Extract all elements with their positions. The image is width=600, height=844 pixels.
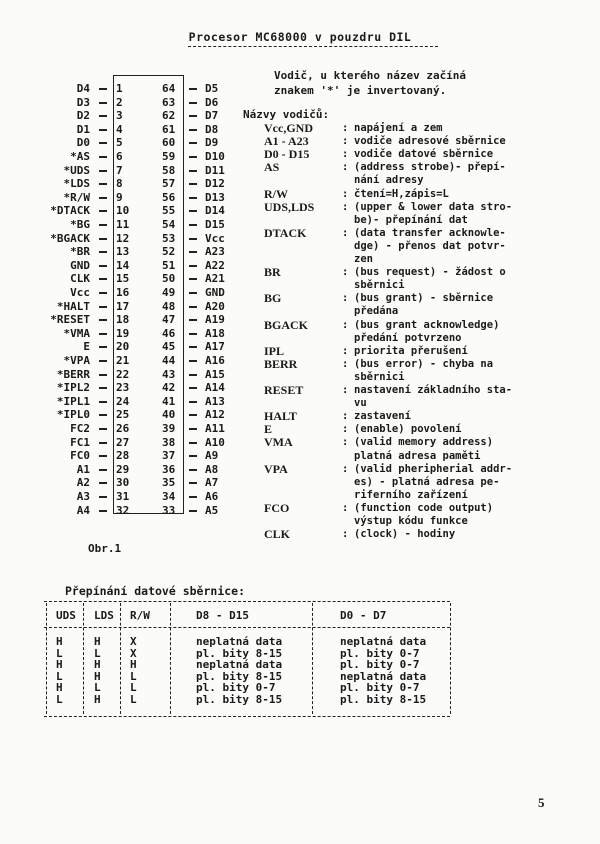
legend-description: sběrnici (354, 279, 405, 292)
legend-term: CLK (264, 527, 291, 542)
pin-right-number: 56 (162, 190, 176, 204)
legend-item (0, 122, 600, 135)
legend-term: VPA (264, 461, 288, 476)
pin-left-number: 21 (116, 354, 130, 367)
pin-left-number: 1 (116, 82, 123, 95)
legend-term: D0 - D15 (264, 147, 310, 162)
table-cell: pl. bity 8-15 (196, 646, 283, 660)
pin-left-name: D3 (76, 95, 90, 109)
pin-left-name: D0 (76, 136, 90, 150)
legend-term: VMA (264, 435, 293, 450)
table-header-cell: UDS (56, 609, 76, 622)
pin-right-name: A17 (205, 340, 225, 354)
pin-right-name: Vcc (205, 231, 225, 245)
table-cell: L (94, 646, 101, 660)
legend-term: UDS,LDS (264, 199, 315, 214)
legend-term: A1 - A23 (264, 134, 309, 149)
pin-right-number: 61 (162, 122, 176, 136)
legend-item (0, 436, 600, 449)
pin-right-name: D10 (205, 150, 225, 163)
table-cell: L (56, 692, 63, 706)
table-cell: pl. bity 8-15 (340, 692, 427, 706)
legend-title: Názvy vodičů: (243, 108, 330, 121)
legend-colon: : (342, 187, 349, 200)
legend-colon: : (342, 122, 349, 134)
table-cell: neplatná data (340, 635, 427, 648)
pin-left-number: 29 (116, 462, 130, 476)
legend-description: vodiče adresové sběrnice (354, 135, 506, 148)
legend-term: BR (264, 265, 281, 280)
table-cell: pl. bity 0-7 (340, 658, 420, 671)
legend-item (0, 345, 600, 358)
pin-left-name: *BGACK (50, 231, 90, 245)
legend-description: (data transfer acknowle- (354, 226, 506, 239)
legend-description: nání adresy (354, 174, 424, 187)
table-rule-top (44, 601, 450, 602)
pin-row (0, 96, 260, 109)
table-column-separator (450, 603, 451, 714)
legend-description: (bus error) - chyba na (354, 357, 494, 370)
legend-colon: : (342, 318, 349, 331)
pin-left-number: 14 (116, 258, 130, 272)
legend-item (0, 410, 600, 423)
pin-left-number: 2 (116, 95, 123, 109)
pin-left-lead (99, 115, 107, 117)
pin-right-number: 35 (162, 476, 176, 490)
pin-right-number: 49 (162, 286, 176, 299)
legend-item (0, 214, 600, 227)
legend-description: (bus grant acknowledge) (354, 318, 500, 331)
table-cell: H (94, 669, 101, 683)
legend-colon: : (342, 226, 349, 239)
pin-right-name: A6 (205, 490, 219, 503)
pin-right-number: 38 (162, 435, 176, 449)
pin-left-name: FC1 (70, 435, 90, 449)
pin-right-name: GND (205, 286, 225, 299)
pin-right-name: D13 (205, 190, 225, 204)
legend-description: čtení=H,zápis=L (354, 187, 449, 200)
legend-term: DTACK (264, 225, 307, 240)
pin-right-name: A8 (205, 462, 219, 476)
pin-left-number: 13 (116, 245, 130, 259)
legend-description: (valid pheripherial addr- (354, 462, 513, 475)
pin-left-name: A2 (76, 476, 90, 490)
legend-description: (upper & lower data stro- (354, 200, 513, 213)
table-header-cell: LDS (94, 609, 114, 622)
legend-term: E (264, 422, 273, 437)
pin-left-name: FC2 (70, 422, 90, 435)
pin-right-name: A19 (205, 313, 225, 327)
legend-colon: : (342, 292, 349, 305)
table-rule-header (44, 627, 450, 628)
title-underline (188, 46, 438, 47)
pin-right-number: 40 (162, 408, 176, 422)
pin-right-name: A15 (205, 367, 225, 381)
pin-right-number: 48 (162, 299, 176, 313)
table-cell: H (56, 635, 63, 648)
figure-label: Obr.1 (88, 542, 122, 555)
pin-left-name: *BERR (56, 367, 90, 381)
pin-right-name: A5 (205, 503, 219, 517)
table-cell: L (56, 669, 63, 683)
pin-left-name: FC0 (70, 449, 90, 463)
legend-colon: : (342, 148, 349, 161)
legend-description: platná adresa paměti (354, 449, 481, 462)
table-cell: pl. bity 0-7 (340, 681, 420, 694)
legend-description: předání potvrzeno (354, 331, 462, 344)
table-cell: neplatná data (196, 635, 283, 648)
pin-left-number: 8 (116, 177, 123, 191)
legend-colon: : (342, 266, 349, 279)
pin-left-lead (99, 102, 107, 104)
pin-right-number: 37 (162, 449, 176, 463)
legend-item (0, 358, 600, 371)
legend-term: HALT (264, 409, 297, 424)
pin-right-number: 53 (162, 231, 176, 245)
pin-left-number: 26 (116, 422, 130, 435)
pin-right-number: 33 (162, 503, 176, 517)
pin-left-number: 6 (116, 150, 123, 163)
table-header-cell: D0 - D7 (340, 609, 387, 622)
legend-description: (valid memory address) (354, 436, 494, 449)
table-cell: pl. bity 0-7 (196, 681, 276, 694)
table-cell: H (94, 692, 101, 706)
table-cell: L (56, 646, 63, 660)
pin-right-number: 58 (162, 163, 176, 177)
table-title: Přepínání datové sběrnice: (65, 584, 246, 598)
note-line: znakem '*' je invertovaný. (274, 84, 447, 97)
legend-term: BGACK (264, 317, 309, 332)
pin-left-name: *VMA (63, 326, 90, 340)
pin-right-number: 34 (162, 490, 176, 503)
legend-description: výstup kódu funkce (354, 515, 468, 527)
legend-item (0, 528, 600, 541)
legend-description: vu (354, 397, 367, 410)
legend-description: (bus grant) - sběrnice (354, 292, 494, 305)
pin-right-number: 57 (162, 177, 176, 191)
pin-right-name: D9 (205, 136, 219, 150)
pin-right-name: A22 (205, 258, 225, 272)
pin-left-name: GND (70, 258, 90, 272)
legend-item (0, 253, 600, 266)
pin-left-name: CLK (70, 272, 90, 286)
pin-left-number: 4 (116, 122, 123, 136)
legend-item (0, 332, 600, 345)
legend-item (0, 394, 600, 410)
table-cell: X (130, 646, 137, 660)
pin-left-number: 28 (116, 449, 130, 463)
legend-description: zastavení (354, 410, 411, 423)
legend-colon: : (342, 384, 349, 396)
table-column-separator (120, 603, 121, 714)
pin-left-name: D4 (76, 82, 90, 95)
legend-item (0, 279, 600, 292)
pin-right-lead (189, 102, 197, 104)
pin-right-number: 36 (162, 462, 176, 476)
legend-item (0, 188, 600, 201)
legend-item (0, 384, 600, 397)
pin-right-name: A18 (205, 326, 225, 340)
pin-left-number: 3 (116, 109, 123, 123)
pin-left-number: 5 (116, 136, 123, 150)
table-cell: L (130, 669, 137, 683)
pin-left-name: *RESET (50, 313, 90, 327)
table-cell: H (94, 658, 101, 671)
pin-left-number: 24 (116, 394, 130, 408)
legend-term: BG (264, 291, 282, 306)
legend-item (0, 227, 600, 240)
pin-right-name: A14 (205, 381, 225, 395)
pin-right-number: 59 (162, 150, 176, 163)
legend-item (0, 319, 600, 332)
table-cell: H (130, 658, 137, 671)
pin-right-number: 45 (162, 340, 176, 354)
pin-left-name: *IPL0 (56, 408, 90, 422)
pin-left-name: *BR (70, 245, 90, 259)
pin-right-name: D11 (205, 163, 225, 177)
table-rule-bottom (44, 716, 450, 717)
pin-right-number: 63 (162, 95, 176, 109)
table-cell: pl. bity 0-7 (340, 646, 420, 660)
legend-description: be)- přepínání dat (354, 213, 468, 226)
pin-right-number: 54 (162, 218, 176, 231)
legend-description: dge) - přenos dat potvr- (354, 239, 506, 252)
pin-right-name: A9 (205, 449, 219, 463)
table-header-cell: D8 - D15 (196, 609, 249, 622)
legend-term: IPL (264, 343, 285, 358)
pin-right-name: A21 (205, 272, 225, 286)
pin-left-number: 12 (116, 231, 130, 245)
legend-colon: : (342, 357, 349, 370)
pin-right-name: D8 (205, 122, 219, 136)
legend-item (0, 515, 600, 528)
legend-description: (bus request) - žádost o (354, 266, 506, 279)
legend-item (0, 476, 600, 489)
pin-right-name: A11 (205, 422, 225, 435)
legend-description: priorita přerušení (354, 344, 468, 357)
legend-description: sběrnici (354, 370, 405, 383)
pin-left-number: 32 (116, 503, 130, 517)
pin-left-name: *VPA (63, 354, 90, 367)
pin-row (0, 82, 260, 95)
legend-description: nastavení základního sta- (354, 384, 513, 396)
pin-left-name: Vcc (70, 286, 90, 299)
legend-colon: : (342, 423, 349, 436)
table-cell: neplatná data (196, 658, 283, 671)
pin-right-number: 60 (162, 136, 176, 150)
pin-left-name: *UDS (63, 163, 90, 177)
legend-colon: : (342, 344, 349, 357)
pin-left-name: *AS (70, 150, 90, 163)
pin-right-name: A10 (205, 435, 225, 449)
pin-right-number: 42 (162, 381, 176, 395)
table-cell: H (56, 658, 63, 671)
pin-left-name: *IPL1 (56, 394, 90, 408)
legend-item (0, 423, 600, 436)
pin-left-number: 9 (116, 190, 123, 204)
pin-left-number: 17 (116, 299, 130, 313)
legend-term: AS (264, 160, 280, 175)
legend-colon: : (342, 161, 349, 174)
legend-term: R/W (264, 186, 288, 201)
pin-left-number: 23 (116, 381, 130, 395)
pin-right-name: A16 (205, 354, 225, 367)
table-cell: X (130, 635, 137, 648)
legend-item (0, 371, 600, 384)
inversion-note (274, 68, 466, 98)
legend-item (0, 161, 600, 174)
pin-right-number: 47 (162, 313, 176, 327)
pin-left-number: 10 (116, 204, 130, 218)
pin-left-number: 19 (116, 326, 130, 340)
table-column-separator (170, 603, 171, 714)
pin-right-number: 51 (162, 258, 176, 272)
legend-colon: : (342, 528, 349, 541)
legend-colon: : (342, 501, 349, 514)
legend-item (0, 174, 600, 187)
legend-item (0, 463, 600, 476)
legend-colon: : (342, 462, 349, 475)
pin-left-number: 27 (116, 435, 130, 449)
pin-right-number: 46 (162, 326, 176, 340)
pin-right-number: 50 (162, 272, 176, 286)
legend-item (0, 502, 600, 515)
pin-left-name: *R/W (63, 190, 90, 204)
table-cell: L (94, 681, 101, 694)
pin-right-number: 62 (162, 109, 176, 123)
pin-right-name: D14 (205, 204, 225, 218)
pin-right-number: 39 (162, 422, 176, 435)
legend-description: (address strobe)- přepí- (354, 161, 506, 174)
pin-right-name: A23 (205, 245, 225, 259)
legend-item (0, 135, 600, 148)
pin-right-number: 52 (162, 245, 176, 259)
legend-description: es) - platná adresa pe- (354, 475, 500, 488)
legend-item (0, 266, 600, 279)
table-header-cell: R/W (130, 609, 150, 622)
pin-right-name: D12 (205, 177, 225, 191)
pin-left-name: A1 (76, 462, 90, 476)
pin-right-number: 41 (162, 394, 176, 408)
table-cell: H (56, 681, 63, 694)
legend-term: BERR (264, 356, 298, 371)
pin-left-number: 30 (116, 476, 130, 490)
legend-term: Vcc,GND (264, 121, 313, 135)
pin-left-name: D2 (76, 109, 90, 123)
legend-item (0, 201, 600, 214)
legend-description: riferního zařízení (354, 488, 468, 501)
legend-item (0, 292, 600, 305)
pin-right-name: A7 (205, 476, 219, 490)
pin-left-number: 25 (116, 408, 130, 422)
legend-item (0, 148, 600, 161)
pin-left-name: E (83, 340, 90, 354)
pin-right-lead (189, 88, 197, 90)
legend-description: (function code output) (354, 501, 494, 514)
pin-left-name: *HALT (56, 299, 90, 313)
table-cell: neplatná data (340, 669, 427, 683)
legend-colon: : (342, 436, 349, 449)
pin-right-name: D6 (205, 95, 219, 109)
legend-term: FCO (264, 500, 290, 515)
legend-description: (enable) povolení (354, 423, 462, 436)
page-title: Procesor MC68000 v pouzdru DIL (188, 30, 412, 44)
pin-right-name: A13 (205, 394, 225, 408)
pin-right-name: D15 (205, 218, 225, 231)
pin-right-name: A20 (205, 299, 225, 313)
legend-description: (clock) - hodiny (354, 528, 456, 541)
pin-right-name: D7 (205, 109, 219, 123)
legend-item (0, 489, 600, 502)
legend-colon: : (342, 410, 349, 423)
pin-right-number: 43 (162, 367, 176, 381)
pin-left-number: 15 (116, 272, 130, 286)
pin-left-number: 31 (116, 490, 130, 503)
pin-right-lead (189, 115, 197, 117)
legend-description: předána (354, 305, 399, 318)
note-line: Vodič, u kterého název začíná (274, 69, 467, 82)
pin-left-name: *BG (70, 218, 90, 231)
pin-right-name: A12 (205, 408, 225, 422)
pin-right-number: 55 (162, 204, 176, 218)
table-cell: L (130, 681, 137, 694)
pin-left-name: D1 (76, 122, 90, 136)
pin-left-name: *LDS (63, 177, 90, 191)
table-cell: pl. bity 8-15 (196, 669, 283, 683)
pin-left-number: 20 (116, 340, 130, 354)
pin-left-number: 18 (116, 313, 130, 327)
pin-left-name: A4 (76, 503, 90, 517)
legend-description: zen (354, 253, 373, 265)
table-cell: H (94, 635, 101, 648)
pin-row (0, 109, 260, 122)
legend-description: napájení a zem (354, 122, 443, 134)
pin-left-number: 11 (116, 218, 130, 231)
legend-item (0, 305, 600, 318)
legend-colon: : (342, 135, 349, 148)
table-cell: L (130, 692, 137, 706)
legend-colon: : (342, 200, 349, 213)
pin-right-number: 64 (162, 82, 176, 95)
table-column-separator (83, 603, 84, 714)
table-column-separator (46, 603, 47, 714)
table-column-separator (312, 603, 313, 714)
pin-left-number: 7 (116, 163, 123, 177)
pin-left-name: *DTACK (50, 204, 90, 218)
pin-left-name: A3 (76, 490, 90, 503)
legend-item (0, 240, 600, 253)
table-cell: pl. bity 8-15 (196, 692, 283, 706)
legend-description: vodiče datové sběrnice (354, 148, 494, 161)
pin-right-name: D5 (205, 82, 219, 95)
legend-item (0, 450, 600, 463)
pin-left-number: 22 (116, 367, 130, 381)
page-number: 5 (538, 795, 545, 810)
pin-right-number: 44 (162, 354, 176, 367)
legend-term: RESET (264, 383, 304, 397)
pin-left-number: 16 (116, 286, 130, 299)
pin-left-lead (99, 88, 107, 90)
pin-left-name: *IPL2 (56, 381, 90, 395)
